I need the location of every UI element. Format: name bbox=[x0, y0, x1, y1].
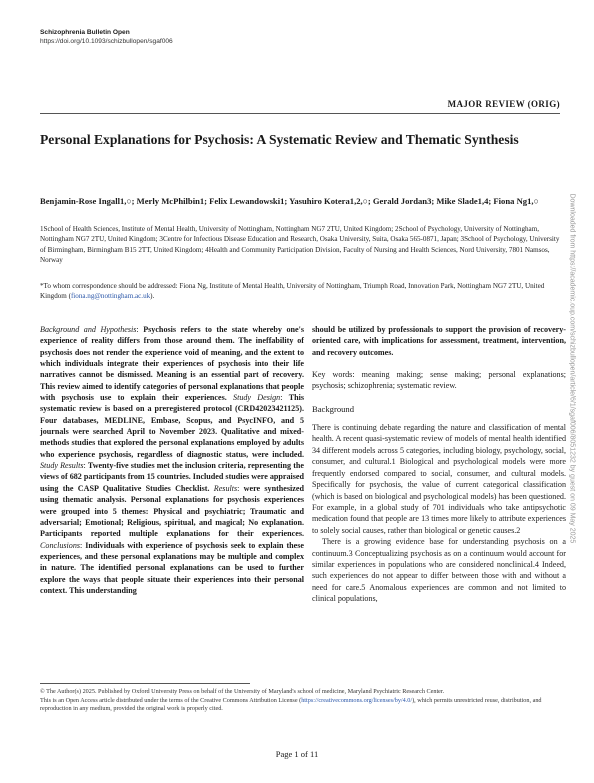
license-text: This is an Open Access article distributed under the terms of the Creative Commons Attribution License (https://creativecommons.org/licenses/by/4.0/), which permits unrestricted reuse, distribution, and reproduction in any medium, provided the original work is properly cited. bbox=[40, 696, 542, 713]
download-watermark: Downloaded from https://academic.oup.com/schizbullopen/article/6/1/sgaf006/8051232 by guest on 09 May 2025 bbox=[568, 193, 576, 544]
abstract-tail: should be utilized by professionals to support the provision of recovery-oriented care, with implications for assessment, treatment, intervention, and recovery outcomes. bbox=[312, 325, 566, 357]
license-link[interactable]: https://creativecommons.org/licenses/by/4.0/ bbox=[301, 696, 413, 704]
abstract-results2-text: were synthesized using thematic analysis. Personal explanations for psychosis experiences were grouped into 5 themes: Physical and psychiatric; Traumatic and adversarial; Emotional; Religious, spiritual, and magical; No explanation. Participants reported multiple explanations for their experiences. bbox=[40, 483, 304, 539]
keywords bbox=[312, 369, 566, 392]
article-title: Personal Explanations for Psychosis: A Systematic Review and Thematic Synthesis bbox=[40, 132, 519, 147]
section-label: MAJOR REVIEW (ORIG) bbox=[447, 99, 560, 109]
journal-header bbox=[40, 28, 173, 46]
right-column bbox=[312, 324, 566, 605]
abstract-results-label: Study Results bbox=[40, 461, 84, 471]
abstract-bg-text: Psychosis refers to the state whereby one's experience of reality differs from those around them. The ineffability of psychosis does not render the experience void of meaning, and the extent to which individuals integrate their experiences of psychosis into their life narratives cannot be dismissed. Meaning is an essential part of recovery. This review aimed to identify categories of personal explanations that people with psychosis use to explain their experiences. bbox=[40, 325, 304, 403]
copyright-text: © The Author(s) 2025. Published by Oxford University Press on behalf of the University of Maryland's school of medicine, Maryland Psychiatric Research Center. bbox=[40, 688, 445, 695]
correspondence-close: ). bbox=[150, 292, 155, 301]
affiliations: 1School of Health Sciences, Institute of Mental Health, University of Nottingham, Nottingham NG7 2TU, United Kingdom; 2School of Psychology, University of Nottingham, Nottingham NG7 2TU, United Kingdom; 3Centre for Infectious Disease Education and Research, Osaka University, Suita, Osaka 565-0871, Japan; 3School of Psychology, University of Birmingham, Birmingham B15 2TT, United Kingdom; 4Health and Community Participation Division, Faculty of Nursing and Health Sciences, Nord University, 7801 Namsos, Norway bbox=[40, 225, 560, 264]
background-body bbox=[312, 422, 566, 605]
journal-name: Schizophrenia Bulletin Open bbox=[40, 29, 130, 36]
abstract-design-label: Study Design bbox=[233, 393, 281, 403]
background-paragraph: There is continuing debate regarding the nature and classification of mental health. A recent quasi-systematic review of models of mental health identified 34 different models across 5 categories, including biology, psychology, social, consumer, and cultural.1 Biological and psychological models were more frequently endorsed compared to social, consumer, and cultural models. Specifically for psychosis, the value of current categorical classification (which is based on biological and psychological models) has been questioned. For example, in a global study of 701 individuals who take antipsychotic medication found that people are 13 times more likely to attribute experiences to solely social causes, rather than biological or genetic causes.2 bbox=[312, 423, 566, 535]
page-number: Page 1 of 11 bbox=[275, 749, 319, 759]
header-divider bbox=[40, 113, 560, 114]
keywords-label: Key words: bbox=[312, 370, 355, 380]
background-heading: Background bbox=[312, 403, 355, 414]
abstract-bg-label: Background and Hypothesis bbox=[40, 325, 137, 334]
abstract-results2-label: Results bbox=[213, 483, 238, 493]
abstract-conclusions-text: Individuals with experience of psychosis seek to explain these experiences, and these personal explanations may be multiple and complex in nature. The identified personal explanations can be used to further explore the ways that people situate their experiences into their personal context. This understanding bbox=[40, 540, 304, 595]
author-list: Benjamin-Rose Ingall1,○; Merly McPhilbin1; Felix Lewandowski1; Yasuhiro Kotera1,2,○; Gerald Jordan3; Mike Slade1,4; Fiona Ng1,○ bbox=[40, 196, 539, 206]
footer-divider bbox=[40, 683, 250, 684]
abstract-design-text: This systematic review is based on a preregistered protocol (CRD42023421125). Four databases, MEDLINE, Embase, Scopus, and PsycINFO, and 5 journals were searched April to November 2023. Qualitative and mixed-methods studies that explored the personal explanations employed by adults who experience psychosis, regardless of diagnostic status, were included. bbox=[40, 393, 305, 459]
license-footer bbox=[40, 688, 570, 714]
abstract-results-text: Twenty-five studies met the inclusion criteria, representing the views of 682 participants from 15 countries. Included studies were appraised using the CASP Qualitative Studies Checklist. bbox=[40, 461, 304, 493]
correspondence-text: *To whom correspondence should be addressed: Fiona Ng, Institute of Mental Health, University of Nottingham, Triumph Road, Innovation Park, Nottingham NG7 2TU, United Kingdom ( bbox=[40, 282, 545, 301]
background-paragraph: There is a growing evidence base for understanding psychosis on a continuum.3 Conceptualizing psychosis as on a continuum would account for similar experiences in populations who are considered nonclinical.4 Indeed, such experiences do not appear to differ between those with and without a need for care.5 Anomalous experiences are common and not limited to clinical populations, bbox=[312, 537, 566, 604]
correspondence bbox=[40, 281, 560, 302]
abstract: Background and Hypothesis: Psychosis refers to the state whereby one's experience of reality differs from those around them. The ineffability of psychosis does not render the experience void of meaning, and the extent to which individuals integrate their experiences of psychosis into their life narratives cannot be dismissed. Meaning is an essential part of recovery. This review aimed to identify categories of personal explanations that people with psychosis use to explain their experiences. Study Design: This systematic review is based on a preregistered protocol (CRD42023421125). Four databases, MEDLINE, Embase, Scopus, and PsycINFO, and 5 journals were searched April to November 2023. Qualitative and mixed-methods studies that explored the personal explanations employed by adults who experience psychosis, regardless of diagnostic status, were included. Study Results: Twenty-five studies met the inclusion criteria, representing the views of 682 participants from 15 countries. Included studies were appraised using the CASP Qualitative Studies Checklist. Results: were synthesized using thematic analysis. Personal explanations for psychosis experiences were grouped into 5 themes: Physical and psychiatric; Traumatic and adversarial; Emotional; Religious, spiritual, and magical; No explanation. Participants reported multiple explanations for their experiences. Conclusions: Individuals with experience of psychosis seek to explain these experiences, and these personal explanations may be multiple and complex in nature. The identified personal explanations can be used to further explore the ways that people situate their experiences into their personal context. This understanding bbox=[40, 325, 305, 595]
correspondence-email-link[interactable]: fiona.ng@nottingham.ac.uk bbox=[70, 292, 151, 301]
keywords-text: meaning making; sense making; personal explanations; psychosis; schizophrenia; systematic review. bbox=[312, 370, 566, 391]
journal-doi[interactable]: https://doi.org/10.1093/schizbullopen/sgaf006 bbox=[40, 38, 173, 45]
abstract-conclusions-label: Conclusions bbox=[40, 540, 81, 550]
